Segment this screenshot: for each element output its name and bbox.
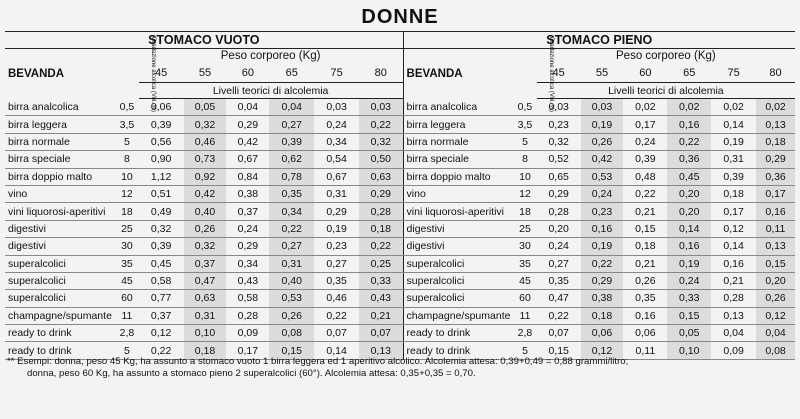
alcolemia-value-vuoto: 0,22 [139, 342, 184, 359]
alcohol-grade: 10 [513, 168, 536, 185]
alcolemia-value-vuoto: 0,04 [226, 99, 269, 116]
drink-name: ready to drink [403, 342, 513, 359]
drink-name: vino [403, 185, 513, 202]
alcolemia-value-pieno: 0,53 [581, 168, 624, 185]
drink-name: superalcolici [403, 290, 513, 307]
alcolemia-value-pieno: 0,42 [581, 151, 624, 168]
alcolemia-value-pieno: 0,14 [711, 116, 756, 133]
table-row [5, 116, 795, 133]
alcolemia-value-vuoto: 0,04 [269, 99, 314, 116]
drink-name: birra doppio malto [403, 168, 513, 185]
alcolemia-value-pieno: 0,45 [667, 168, 711, 185]
drink-name: birra doppio malto [5, 168, 115, 185]
alcolemia-value-vuoto: 1,12 [139, 168, 184, 185]
alcolemia-value-pieno: 0,22 [581, 255, 624, 272]
examples-note [7, 356, 797, 380]
alcolemia-value-vuoto: 0,73 [184, 151, 227, 168]
table-row [5, 185, 795, 202]
alcohol-grade: 10 [115, 168, 138, 185]
alcolemia-value-vuoto: 0,07 [359, 325, 403, 342]
alcolemia-value-vuoto: 0,23 [314, 238, 359, 255]
alcolemia-value-pieno: 0,28 [711, 290, 756, 307]
alcolemia-value-vuoto: 0,54 [314, 151, 359, 168]
alcolemia-value-vuoto: 0,24 [226, 220, 269, 237]
alcolemia-value-pieno: 0,23 [581, 203, 624, 220]
alcolemia-value-vuoto: 0,77 [139, 290, 184, 307]
drink-name: vino [5, 185, 115, 202]
weight-header: 45 [552, 66, 565, 79]
alcolemia-value-vuoto: 0,43 [359, 290, 403, 307]
alcolemia-value-pieno: 0,21 [623, 203, 667, 220]
alcolemia-value-vuoto: 0,10 [184, 325, 227, 342]
alcolemia-value-pieno: 0,15 [667, 307, 711, 324]
alcolemia-value-vuoto: 0,39 [139, 116, 184, 133]
alcolemia-value-pieno: 0,35 [623, 290, 667, 307]
drink-name: champagne/spumante [5, 307, 115, 324]
alcohol-grade: 12 [115, 185, 138, 202]
table-row [5, 238, 795, 255]
alcolemia-value-pieno: 0,29 [537, 185, 581, 202]
alcolemia-value-pieno: 0,24 [667, 272, 711, 289]
alcolemia-value-pieno: 0,16 [623, 307, 667, 324]
alcolemia-value-pieno: 0,39 [623, 151, 667, 168]
drink-name: champagne/spumante [403, 307, 513, 324]
drink-name: superalcolici [5, 272, 115, 289]
table-row [5, 203, 795, 220]
alcolemia-value-pieno: 0,03 [537, 99, 581, 116]
alcolemia-value-pieno: 0,36 [756, 168, 795, 185]
alcolemia-value-vuoto: 0,08 [269, 325, 314, 342]
alcolemia-value-pieno: 0,04 [756, 325, 795, 342]
drink-name: vini liquorosi-aperitivi [5, 203, 115, 220]
alcolemia-value-pieno: 0,19 [581, 116, 624, 133]
alcolemia-value-pieno: 0,19 [667, 255, 711, 272]
alcolemia-value-vuoto: 0,63 [184, 290, 227, 307]
alcolemia-value-pieno: 0,47 [537, 290, 581, 307]
alcolemia-value-pieno: 0,22 [537, 307, 581, 324]
alcolemia-value-vuoto: 0,32 [184, 238, 227, 255]
alcolemia-value-pieno: 0,29 [581, 272, 624, 289]
drink-name: superalcolici [5, 255, 115, 272]
alcolemia-value-vuoto: 0,58 [139, 272, 184, 289]
alcolemia-value-vuoto: 0,39 [269, 133, 314, 150]
alcolemia-value-vuoto: 0,29 [226, 116, 269, 133]
alcolemia-value-pieno: 0,14 [711, 238, 756, 255]
alcolemia-value-vuoto: 0,46 [184, 133, 227, 150]
alcolemia-value-pieno: 0,31 [711, 151, 756, 168]
alcolemia-value-vuoto: 0,07 [314, 325, 359, 342]
alcohol-grade: 18 [513, 203, 536, 220]
alcolemia-value-pieno: 0,15 [756, 255, 795, 272]
alcolemia-value-pieno: 0,06 [623, 325, 667, 342]
alcolemia-value-vuoto: 0,28 [226, 307, 269, 324]
alcolemia-value-vuoto: 0,40 [184, 203, 227, 220]
alcohol-grade: 18 [115, 203, 138, 220]
alcolemia-value-pieno: 0,21 [711, 272, 756, 289]
alcohol-grade: 45 [115, 272, 138, 289]
alcolemia-value-pieno: 0,22 [623, 185, 667, 202]
alcolemia-value-pieno: 0,35 [537, 272, 581, 289]
alcolemia-value-pieno: 0,26 [623, 272, 667, 289]
alcolemia-value-vuoto: 0,42 [226, 133, 269, 150]
drink-name: ready to drink [5, 325, 115, 342]
alcolemia-value-pieno: 0,20 [537, 220, 581, 237]
alcolemia-value-vuoto: 0,28 [359, 203, 403, 220]
alcolemia-value-vuoto: 0,18 [184, 342, 227, 359]
alcolemia-value-pieno: 0,17 [623, 116, 667, 133]
alcolemia-value-vuoto: 0,24 [314, 116, 359, 133]
drink-name: ready to drink [5, 342, 115, 359]
alcolemia-value-vuoto: 0,03 [314, 99, 359, 116]
weight-header: 65 [683, 66, 696, 79]
alcolemia-value-vuoto: 0,03 [359, 99, 403, 116]
drink-name: birra normale [5, 133, 115, 150]
column-header-bevanda: BEVANDA [8, 67, 65, 80]
drink-name: superalcolici [403, 272, 513, 289]
alcolemia-value-pieno: 0,02 [623, 99, 667, 116]
alcolemia-value-pieno: 0,52 [537, 151, 581, 168]
column-header-bevanda: BEVANDA [403, 49, 513, 99]
alcolemia-value-pieno: 0,16 [756, 203, 795, 220]
alcolemia-value-pieno: 0,13 [756, 116, 795, 133]
alcohol-grade: 60 [115, 290, 138, 307]
alcolemia-value-pieno: 0,13 [756, 238, 795, 255]
alcohol-grade: 11 [513, 307, 536, 324]
alcolemia-value-pieno: 0,16 [711, 255, 756, 272]
alcolemia-value-vuoto: 0,13 [359, 342, 403, 359]
alcolemia-value-pieno: 0,38 [581, 290, 624, 307]
alcolemia-value-vuoto: 0,34 [269, 203, 314, 220]
alcolemia-value-pieno: 0,07 [537, 325, 581, 342]
alcolemia-value-vuoto: 0,25 [359, 255, 403, 272]
alcolemia-value-vuoto: 0,31 [269, 255, 314, 272]
alcolemia-value-vuoto: 0,29 [359, 185, 403, 202]
alcolemia-value-vuoto: 0,38 [226, 185, 269, 202]
alcohol-grade: 11 [115, 307, 138, 324]
alcolemia-value-vuoto: 0,78 [269, 168, 314, 185]
alcolemia-value-vuoto: 0,51 [139, 185, 184, 202]
column-header-peso: Peso corporeo (Kg) [220, 50, 321, 62]
drink-name: birra leggera [403, 116, 513, 133]
alcolemia-value-pieno: 0,33 [667, 290, 711, 307]
drink-name: birra analcolica [5, 99, 115, 116]
alcolemia-value-vuoto: 0,05 [184, 99, 227, 116]
alcohol-grade: 2,8 [513, 325, 536, 342]
alcolemia-value-pieno: 0,11 [623, 342, 667, 359]
alcolemia-value-pieno: 0,17 [756, 185, 795, 202]
alcolemia-value-vuoto: 0,53 [269, 290, 314, 307]
alcolemia-value-vuoto: 0,31 [314, 185, 359, 202]
alcohol-grade: 8 [513, 151, 536, 168]
section-title-vuoto: STOMACO VUOTO [5, 32, 403, 49]
alcohol-grade: 35 [513, 255, 536, 272]
weight-header: 65 [285, 66, 298, 79]
alcolemia-value-pieno: 0,12 [581, 342, 624, 359]
alcolemia-value-vuoto: 0,34 [226, 255, 269, 272]
alcolemia-value-vuoto: 0,50 [359, 151, 403, 168]
alcolemia-value-vuoto: 0,37 [139, 307, 184, 324]
alcolemia-value-pieno: 0,26 [756, 290, 795, 307]
column-header-peso: Peso corporeo (Kg) [616, 50, 716, 62]
column-header-gradazione: Gradazione alcolica (Vol. %) [150, 36, 157, 112]
drink-name: birra leggera [5, 116, 115, 133]
alcolemia-value-vuoto: 0,22 [359, 238, 403, 255]
alcolemia-value-vuoto: 0,22 [314, 307, 359, 324]
weight-header: 75 [727, 66, 740, 79]
alcolemia-value-vuoto: 0,29 [226, 238, 269, 255]
alcolemia-value-pieno: 0,18 [711, 185, 756, 202]
drink-name: superalcolici [5, 290, 115, 307]
drink-name: digestivi [5, 238, 115, 255]
alcolemia-value-vuoto: 0,32 [184, 116, 227, 133]
drink-name: birra normale [403, 133, 513, 150]
table-row [5, 133, 795, 150]
page-title: DONNE [361, 6, 439, 28]
alcolemia-value-vuoto: 0,15 [269, 342, 314, 359]
alcolemia-value-pieno: 0,29 [756, 151, 795, 168]
alcolemia-value-vuoto: 0,18 [359, 220, 403, 237]
alcolemia-value-vuoto: 0,62 [269, 151, 314, 168]
alcolemia-value-vuoto: 0,43 [226, 272, 269, 289]
alcolemia-value-vuoto: 0,45 [139, 255, 184, 272]
table-row [5, 290, 795, 307]
alcolemia-value-pieno: 0,36 [667, 151, 711, 168]
alcolemia-value-pieno: 0,16 [581, 220, 624, 237]
weight-header: 80 [374, 66, 387, 79]
weight-header: 75 [330, 66, 343, 79]
table-row [5, 307, 795, 324]
alcolemia-value-vuoto: 0,63 [359, 168, 403, 185]
alcolemia-value-pieno: 0,02 [667, 99, 711, 116]
alcolemia-value-pieno: 0,32 [537, 133, 581, 150]
alcolemia-value-pieno: 0,24 [537, 238, 581, 255]
alcolemia-value-vuoto: 0,34 [314, 133, 359, 150]
alcolemia-value-pieno: 0,12 [711, 220, 756, 237]
alcolemia-value-vuoto: 0,67 [314, 168, 359, 185]
alcolemia-value-vuoto: 0,22 [359, 116, 403, 133]
table-row [5, 151, 795, 168]
alcohol-grade: 0,5 [513, 99, 536, 116]
section-title-pieno: STOMACO PIENO [403, 32, 795, 49]
alcolemia-value-vuoto: 0,49 [139, 203, 184, 220]
alcolemia-value-pieno: 0,04 [711, 325, 756, 342]
alcolemia-value-vuoto: 0,26 [269, 307, 314, 324]
alcolemia-value-vuoto: 0,56 [139, 133, 184, 150]
drink-name: digestivi [403, 238, 513, 255]
drink-name: birra analcolica [403, 99, 513, 116]
alcolemia-value-pieno: 0,16 [667, 116, 711, 133]
alcohol-grade: 5 [115, 342, 138, 359]
alcolemia-value-pieno: 0,15 [537, 342, 581, 359]
alcolemia-value-pieno: 0,15 [623, 220, 667, 237]
alcolemia-value-pieno: 0,10 [667, 342, 711, 359]
alcolemia-value-vuoto: 0,27 [269, 238, 314, 255]
alcolemia-value-vuoto: 0,21 [359, 307, 403, 324]
drink-name: vini liquorosi-aperitivi [403, 203, 513, 220]
alcolemia-value-pieno: 0,06 [581, 325, 624, 342]
alcolemia-value-pieno: 0,08 [756, 342, 795, 359]
alcohol-grade: 5 [513, 342, 536, 359]
alcolemia-value-vuoto: 0,35 [314, 272, 359, 289]
alcolemia-value-pieno: 0,18 [756, 133, 795, 150]
alcolemia-value-pieno: 0,23 [537, 116, 581, 133]
alcohol-grade: 30 [115, 238, 138, 255]
alcolemia-value-pieno: 0,27 [537, 255, 581, 272]
alcolemia-value-vuoto: 0,58 [226, 290, 269, 307]
alcolemia-value-vuoto: 0,46 [314, 290, 359, 307]
alcolemia-value-pieno: 0,14 [667, 220, 711, 237]
alcohol-grade: 3,5 [513, 116, 536, 133]
alcolemia-value-vuoto: 0,37 [184, 255, 227, 272]
alcolemia-value-pieno: 0,02 [711, 99, 756, 116]
drink-name: superalcolici [403, 255, 513, 272]
alcolemia-value-vuoto: 0,12 [139, 325, 184, 342]
alcolemia-value-vuoto: 0,32 [139, 220, 184, 237]
alcohol-grade: 60 [513, 290, 536, 307]
alcohol-grade: 5 [513, 133, 536, 150]
alcohol-grade: 2,8 [115, 325, 138, 342]
alcolemia-value-pieno: 0,18 [623, 238, 667, 255]
alcolemia-value-pieno: 0,24 [581, 185, 624, 202]
alcolemia-value-vuoto: 0,19 [314, 220, 359, 237]
alcolemia-value-vuoto: 0,32 [359, 133, 403, 150]
drink-name: ready to drink [403, 325, 513, 342]
livelli-header: Livelli teorici di alcolemia [139, 83, 403, 99]
alcolemia-value-pieno: 0,19 [711, 133, 756, 150]
alcolemia-value-vuoto: 0,22 [269, 220, 314, 237]
alcolemia-value-vuoto: 0,27 [314, 255, 359, 272]
alcohol-grade: 3,5 [115, 116, 138, 133]
alcolemia-value-vuoto: 0,27 [269, 116, 314, 133]
alcolemia-value-pieno: 0,20 [756, 272, 795, 289]
column-header-gradazione: Gradazione alcolica (Vol. %) [548, 36, 555, 112]
alcolemia-value-pieno: 0,03 [581, 99, 624, 116]
weight-header: 60 [241, 66, 254, 79]
alcolemia-value-vuoto: 0,92 [184, 168, 227, 185]
example-line-1: ** Esempi: donna, peso 45 Kg, ha assunto a stomaco vuoto 1 birra leggera ed 1 aperitivo alcolico. Alcolemia attesa: 0,39+0,49 = 0,88 grammi/litro; [7, 356, 629, 367]
alcolemia-value-pieno: 0,11 [756, 220, 795, 237]
alcolemia-value-vuoto: 0,09 [226, 325, 269, 342]
alcolemia-value-pieno: 0,05 [667, 325, 711, 342]
weight-header: 45 [154, 66, 168, 79]
weight-header: 60 [639, 66, 652, 79]
alcohol-grade: 25 [115, 220, 138, 237]
alcolemia-value-pieno: 0,21 [623, 255, 667, 272]
weight-header: 55 [595, 66, 609, 79]
table-row [5, 325, 795, 342]
alcolemia-value-vuoto: 0,47 [184, 272, 227, 289]
table-row [5, 255, 795, 272]
table-row [5, 272, 795, 289]
livelli-header: Livelli teorici di alcolemia [537, 83, 795, 99]
weight-header: 55 [198, 66, 212, 79]
alcohol-grade: 25 [513, 220, 536, 237]
alcohol-grade: 8 [115, 151, 138, 168]
alcolemia-value-pieno: 0,28 [537, 203, 581, 220]
alcolemia-value-vuoto: 0,26 [184, 220, 227, 237]
alcolemia-value-vuoto: 0,39 [139, 238, 184, 255]
alcolemia-value-pieno: 0,26 [581, 133, 624, 150]
alcolemia-value-pieno: 0,20 [667, 203, 711, 220]
alcolemia-value-pieno: 0,39 [711, 168, 756, 185]
drink-name: digestivi [403, 220, 513, 237]
alcolemia-value-vuoto: 0,35 [269, 185, 314, 202]
alcohol-grade: 45 [513, 272, 536, 289]
alcolemia-value-vuoto: 0,40 [269, 272, 314, 289]
alcohol-grade: 35 [115, 255, 138, 272]
alcolemia-value-pieno: 0,16 [667, 238, 711, 255]
alcolemia-value-pieno: 0,20 [667, 185, 711, 202]
alcohol-grade: 30 [513, 238, 536, 255]
alcolemia-value-pieno: 0,19 [581, 238, 624, 255]
alcolemia-value-pieno: 0,22 [667, 133, 711, 150]
alcolemia-value-vuoto: 0,31 [184, 307, 227, 324]
alcolemia-value-pieno: 0,24 [623, 133, 667, 150]
drink-name: birra speciale [5, 151, 115, 168]
alcolemia-value-vuoto: 0,42 [184, 185, 227, 202]
alcolemia-value-pieno: 0,65 [537, 168, 581, 185]
drink-name: digestivi [5, 220, 115, 237]
alcolemia-table [5, 32, 795, 360]
alcolemia-value-vuoto: 0,33 [359, 272, 403, 289]
alcolemia-value-pieno: 0,09 [711, 342, 756, 359]
alcolemia-value-vuoto: 0,90 [139, 151, 184, 168]
alcohol-grade: 5 [115, 133, 138, 150]
alcolemia-value-pieno: 0,18 [581, 307, 624, 324]
alcolemia-value-vuoto: 0,67 [226, 151, 269, 168]
alcolemia-value-vuoto: 0,17 [226, 342, 269, 359]
alcolemia-value-pieno: 0,13 [711, 307, 756, 324]
alcolemia-value-pieno: 0,48 [623, 168, 667, 185]
example-line-2: donna, peso 60 Kg, ha assunto a stomaco pieno 2 superalcolici (60°). Alcolemia attesa: 0,35+0,35 = 0,70. [27, 368, 476, 379]
alcolemia-value-pieno: 0,02 [756, 99, 795, 116]
table-row [5, 220, 795, 237]
alcolemia-value-vuoto: 0,37 [226, 203, 269, 220]
table-row [5, 99, 795, 116]
weight-header: 80 [769, 66, 782, 79]
alcolemia-value-vuoto: 0,06 [139, 99, 184, 116]
alcolemia-value-vuoto: 0,84 [226, 168, 269, 185]
alcolemia-value-pieno: 0,17 [711, 203, 756, 220]
table-row [5, 168, 795, 185]
alcohol-grade: 0,5 [115, 99, 138, 116]
drink-name: birra speciale [403, 151, 513, 168]
alcolemia-value-vuoto: 0,29 [314, 203, 359, 220]
alcolemia-value-pieno: 0,12 [756, 307, 795, 324]
alcolemia-value-vuoto: 0,14 [314, 342, 359, 359]
alcohol-grade: 12 [513, 185, 536, 202]
